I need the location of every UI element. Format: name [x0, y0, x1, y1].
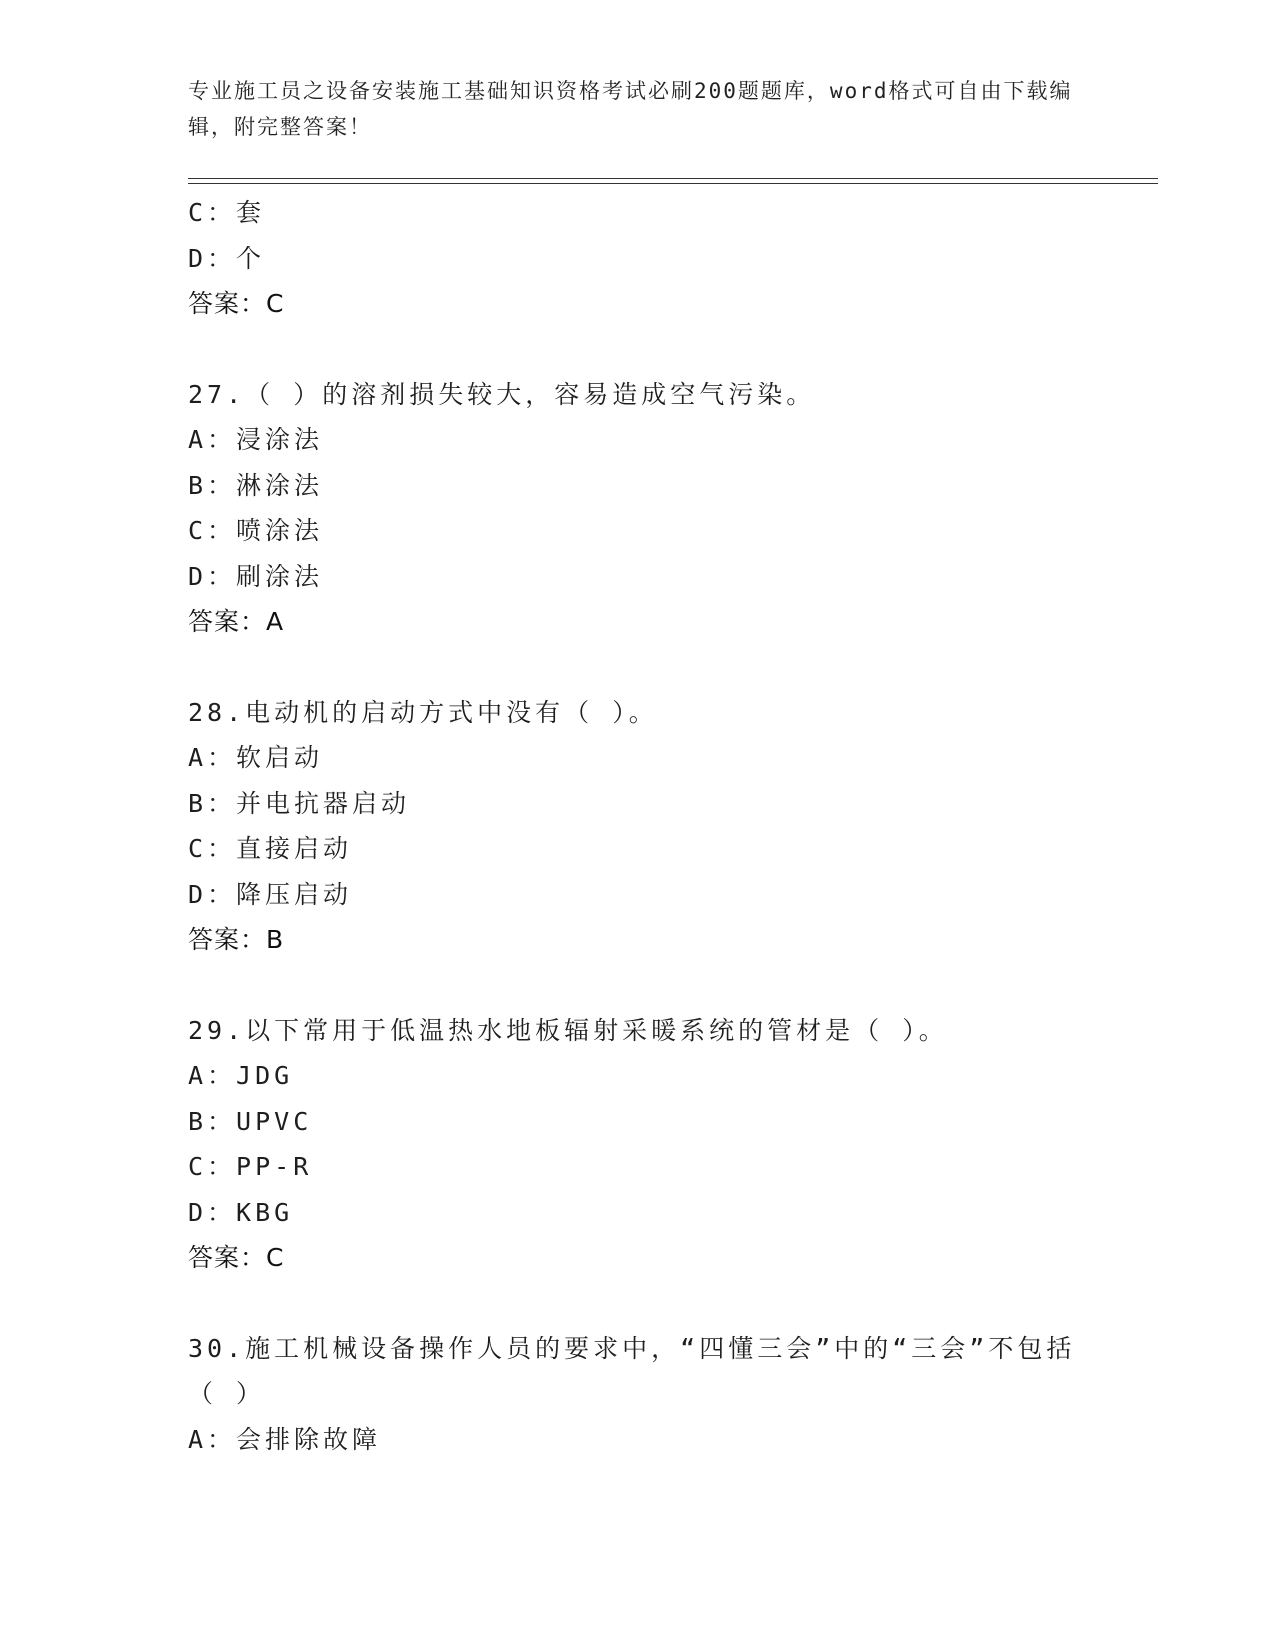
option-c: C：直接启动: [188, 834, 353, 863]
spacer: [188, 963, 1158, 1008]
option-a: A：浸涂法: [188, 425, 324, 454]
question-27-block: [188, 372, 1158, 645]
option-c: C：喷涂法: [188, 516, 324, 545]
answer-line: 答案：C: [188, 1243, 285, 1272]
question-list: [188, 190, 1158, 1462]
question-text: 29.以下常用于低温热水地板辐射采暖系统的管材是（ ）。: [188, 1015, 948, 1045]
option-d: D：刷涂法: [188, 561, 324, 591]
header-divider-top: [188, 178, 1158, 179]
option-c: C：套: [188, 198, 266, 227]
question-text: 28.电动机的启动方式中没有（ ）。: [188, 697, 658, 727]
question-29-block: [188, 1008, 1158, 1281]
option-a: A：会排除故障: [188, 1424, 382, 1454]
answer-line: 答案：A: [188, 607, 285, 636]
document-header-title: 专业施工员之设备安装施工基础知识资格考试必刷200题题库，word格式可自由下载编辑，附完整答案！: [188, 79, 1073, 139]
option-c: C：PP-R: [188, 1152, 313, 1181]
option-b: B：淋涂法: [188, 470, 324, 500]
answer-line: 答案：C: [188, 289, 285, 318]
question-28-block: [188, 690, 1158, 963]
option-a: A：JDG: [188, 1061, 294, 1090]
header-divider-bottom: [188, 183, 1158, 184]
option-d: D：个: [188, 243, 266, 273]
option-d: D：KBG: [188, 1197, 294, 1227]
spacer: [188, 1281, 1158, 1326]
spacer: [188, 327, 1158, 372]
question-text: 30.施工机械设备操作人员的要求中，“四懂三会”中的“三会”不包括（ ）: [188, 1333, 1076, 1408]
question-30-block: [188, 1326, 1158, 1463]
spacer: [188, 645, 1158, 690]
option-d: D：降压启动: [188, 879, 353, 909]
question-26-block: [188, 190, 1158, 327]
option-b: B：并电抗器启动: [188, 788, 411, 818]
option-b: B：UPVC: [188, 1106, 313, 1136]
question-text: 27.（ ）的溶剂损失较大，容易造成空气污染。: [188, 379, 816, 409]
option-a: A：软启动: [188, 743, 324, 772]
answer-line: 答案：B: [188, 925, 285, 954]
